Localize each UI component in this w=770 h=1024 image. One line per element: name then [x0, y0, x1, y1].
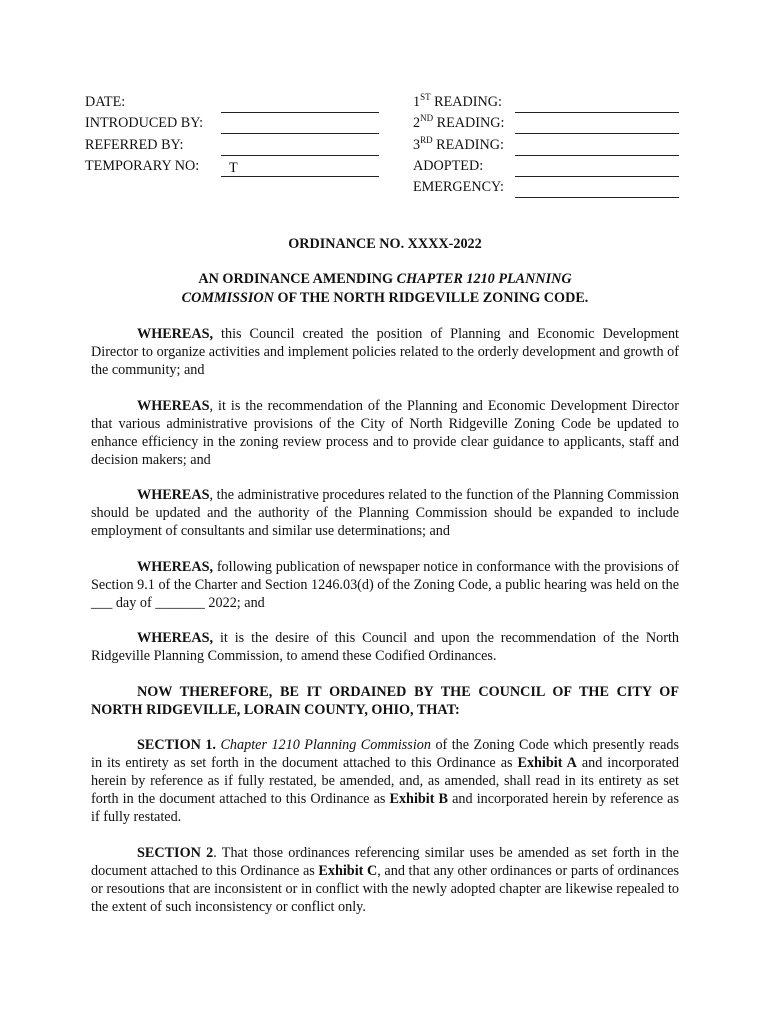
- temporary-no-value: T: [229, 159, 238, 176]
- ordinance-body: [91, 325, 679, 933]
- ordinance-number: ORDINANCE NO. XXXX-2022: [288, 236, 482, 252]
- introduced-by-field: [85, 113, 385, 134]
- referred-by-blank: [221, 137, 379, 156]
- introduced-by-label: INTRODUCED BY:: [85, 115, 204, 132]
- emergency-blank: [515, 179, 679, 198]
- date-field: [85, 92, 385, 113]
- header-right-fields: [413, 92, 683, 198]
- referred-by-label: REFERRED BY:: [85, 136, 184, 153]
- first-reading-field: [413, 92, 683, 113]
- temporary-no-field: [85, 156, 385, 177]
- temporary-no-label: TEMPORARY NO:: [85, 157, 200, 174]
- section-1: SECTION 1. Chapter 1210 Planning Commission of the Zoning Code which presently reads in its entirety as set forth in the document attached to this Ordinance as Exhibit A and incorporated herein by reference as if fully restated, be amended, and, as amended, shall read in its entirety as set forth in the document attached to this Ordinance as Exhibit B and incorporated herein by reference as if fully restated.: [91, 737, 679, 825]
- date-blank: [221, 94, 379, 113]
- second-reading-blank: [515, 115, 679, 134]
- whereas-paragraph-2: WHEREAS, it is the recommendation of the Planning and Economic Development Director that various administrative provisions of the City of North Ridgeville Zoning Code be updated to enhance efficiency in the zoning review process and to provide clear guidance to applicants, staff and decision makers; and: [91, 397, 679, 468]
- temporary-no-blank: [221, 158, 379, 177]
- whereas-paragraph-1: WHEREAS, this Council created the position of Planning and Economic Development Director to organize activities and implement policies related to the orderly development and growth of the community; and: [91, 326, 679, 378]
- introduced-by-blank: [221, 115, 379, 134]
- emergency-field: [413, 177, 683, 198]
- date-label: DATE:: [85, 94, 126, 110]
- third-reading-field: [413, 135, 683, 156]
- third-reading-blank: [515, 137, 679, 156]
- header-left-fields: [85, 92, 385, 177]
- adopted-label: ADOPTED:: [413, 157, 484, 174]
- second-reading-label: 2ND READING:: [413, 113, 505, 132]
- first-reading-blank: [515, 94, 679, 113]
- second-reading-field: [413, 113, 683, 134]
- referred-by-field: [85, 135, 385, 156]
- whereas-paragraph-5: WHEREAS, it is the desire of this Council and upon the recommendation of the North Ridgeville Planning Commission, to amend these Codified Ordinances.: [91, 630, 679, 664]
- section-2: SECTION 2. That those ordinances referencing similar uses be amended as set forth in the document attached to this Ordinance as Exhibit C, and that any other ordinances or parts of ordinances or resoutions that are inconsistent or in conflict with the newly adopted chapter are likewise repealed to the extent of such inconsistency or conflict only.: [91, 844, 679, 915]
- whereas-paragraph-4: WHEREAS, following publication of newspaper notice in conformance with the provisions of Section 9.1 of the Charter and Section 1246.03(d) of the Zoning Code, a public hearing was held on the ___ day of _______ 2022; and: [91, 558, 679, 611]
- ordinance-title: AN ORDINANCE AMENDING CHAPTER 1210 PLANNING COMMISSION OF THE NORTH RIDGEVILLE ZONING CODE.: [181, 271, 589, 306]
- adopted-field: [413, 156, 683, 177]
- third-reading-label: 3RD READING:: [413, 134, 504, 153]
- emergency-label: EMERGENCY:: [413, 179, 504, 196]
- whereas-paragraph-3: WHEREAS, the administrative procedures related to the function of the Planning Commission should be updated and the authority of the Planning Commission should be expanded to include employment of consultants and similar use determinations; and: [91, 487, 679, 539]
- first-reading-label: 1ST READING:: [413, 92, 502, 110]
- now-therefore-clause: NOW THEREFORE, BE IT ORDAINED BY THE COUNCIL OF THE CITY OF NORTH RIDGEVILLE, LORAIN COUNTY, OHIO, THAT:: [91, 683, 679, 718]
- adopted-blank: [515, 158, 679, 177]
